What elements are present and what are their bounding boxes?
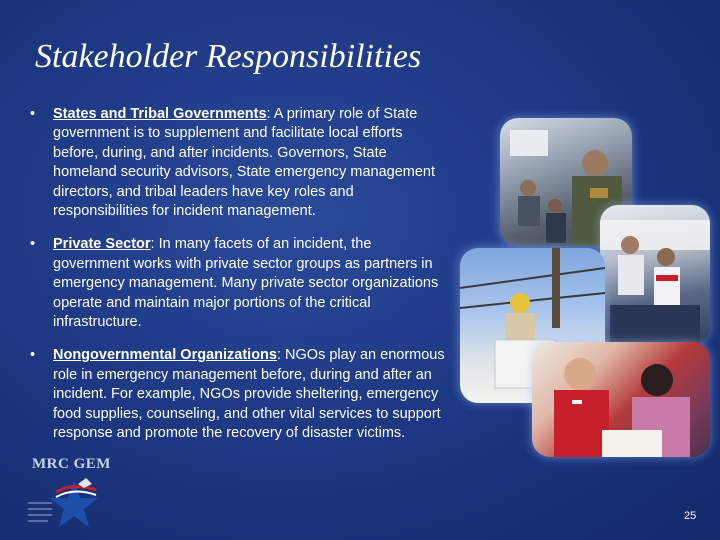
- mrc-gem-logo-text: MRC GEM: [32, 456, 111, 472]
- bullet-item-private-sector: [30, 235, 450, 332]
- slide-title: Stakeholder Responsibilities: [35, 38, 422, 75]
- bullet-marker: •: [30, 106, 36, 122]
- photo-red-cross-worker-with-girl: [532, 342, 710, 457]
- bullet-text: In many facets of an incident, the government works with private sector groups as partners in emergency management. Many private sector organizations operate and maintain major portions of the critical infrastructure.: [53, 236, 439, 331]
- photo-red-cross-volunteers: [600, 205, 710, 345]
- bullet-text: NGOs play an enormous role in emergency management before, during and after an incident. For example, NGOs provide sheltering, emergency food supplies, counseling, and other vital services to support response and promote the recovery of disaster victims.: [53, 347, 445, 442]
- bullet-marker: •: [30, 347, 36, 364]
- bullet-marker: •: [30, 236, 36, 253]
- bullet-item-states-tribal: [30, 105, 450, 221]
- bullet-heading: States and Tribal Governments: [53, 106, 267, 122]
- bullet-item-ngos: [30, 346, 450, 443]
- bullet-list: [30, 105, 450, 458]
- bullet-separator: :: [266, 106, 271, 122]
- bullet-separator: :: [150, 236, 155, 253]
- page-number: 25: [684, 510, 697, 522]
- bullet-separator: :: [276, 347, 282, 364]
- bullet-heading: Private Sector: [53, 236, 151, 253]
- star-emblem-icon: [26, 472, 106, 532]
- bullet-text: A primary role of State government is to supplement and facilitate local efforts before, during, and after incidents. Governors, State homeland security advisors, State emergency management directors, and tribal leaders have key roles and responsibilities for incident management.: [53, 106, 436, 220]
- bullet-heading: Nongovernmental Organizations: [53, 347, 277, 364]
